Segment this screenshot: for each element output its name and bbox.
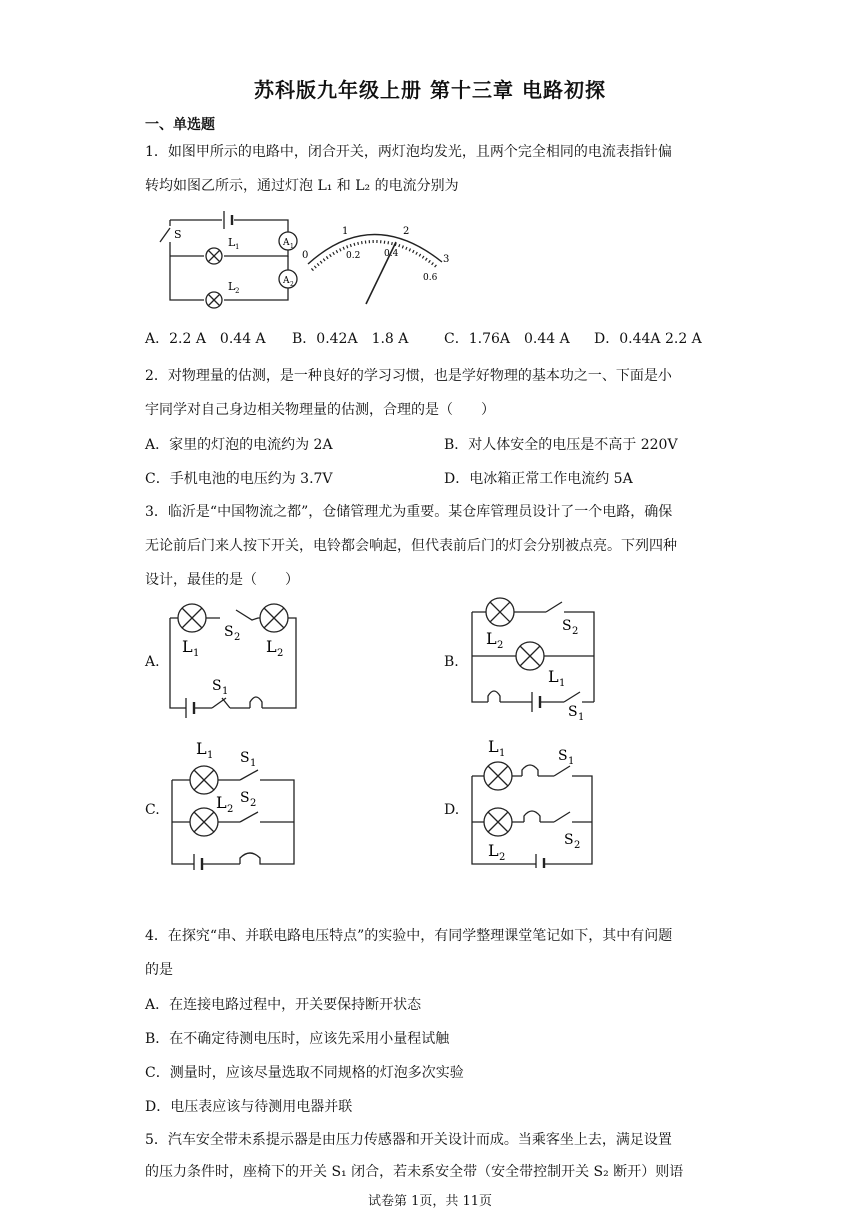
svg-text:2: 2 bbox=[497, 640, 504, 651]
switch-s-blade bbox=[160, 228, 170, 242]
q3-stem-line1: 3．临沂是“中国物流之都”，仓储管理尤为重要。某仓库管理员设计了一个电路，确保 bbox=[145, 504, 673, 520]
page-footer: 试卷第 1页，共 11页 bbox=[367, 1194, 493, 1209]
svg-text:2: 2 bbox=[250, 798, 257, 809]
svg-text:L: L bbox=[228, 280, 236, 293]
ammeter-dial bbox=[302, 226, 449, 304]
svg-text:1: 1 bbox=[250, 758, 257, 769]
svg-text:L: L bbox=[488, 737, 499, 756]
svg-text:S: S bbox=[562, 618, 572, 634]
svg-text:S: S bbox=[224, 624, 234, 640]
svg-text:1: 1 bbox=[193, 648, 200, 659]
svg-text:2: 2 bbox=[227, 804, 234, 815]
svg-text:S: S bbox=[568, 704, 578, 720]
svg-text:0.4: 0.4 bbox=[384, 249, 399, 259]
svg-text:L: L bbox=[486, 629, 497, 648]
q3-circuit-d bbox=[466, 736, 606, 868]
q1-figure bbox=[140, 200, 470, 318]
svg-text:1: 1 bbox=[207, 750, 214, 761]
q3-stem-line3: 设计，最佳的是（ ） bbox=[145, 572, 299, 588]
svg-text:1: 1 bbox=[290, 243, 294, 250]
q4-option-c: C．测量时，应该尽量选取不同规格的灯泡多次实验 bbox=[145, 1065, 464, 1081]
svg-text:S: S bbox=[240, 750, 250, 766]
bell-icon bbox=[250, 697, 262, 708]
q5-stem-line2: 的压力条件时，座椅下的开关 S₁ 闭合，若未系安全带（安全带控制开关 S₂ 断开）则语 bbox=[145, 1164, 684, 1180]
svg-text:2: 2 bbox=[574, 840, 581, 851]
svg-text:1: 1 bbox=[499, 748, 506, 759]
page-title: 苏科版九年级上册 第十三章 电路初探 bbox=[254, 78, 606, 102]
svg-text:L: L bbox=[548, 667, 559, 686]
svg-text:2: 2 bbox=[403, 226, 410, 237]
q4-option-b: B．在不确定待测电压时，应该先采用小量程试触 bbox=[145, 1031, 450, 1047]
svg-text:S: S bbox=[558, 748, 568, 764]
bell-icon bbox=[488, 691, 500, 702]
svg-text:2: 2 bbox=[499, 852, 506, 863]
q2-option-b: B．对人体安全的电压是不高于 220V bbox=[444, 437, 678, 453]
q3-circuit-a bbox=[164, 598, 304, 720]
svg-text:2: 2 bbox=[277, 648, 284, 659]
svg-text:S: S bbox=[564, 832, 574, 848]
q3-option-d: D. bbox=[444, 802, 460, 818]
svg-text:1: 1 bbox=[578, 712, 585, 723]
q4-stem-line1: 4．在探究“串、并联电路电压特点”的实验中，有同学整理课堂笔记如下，其中有问题 bbox=[145, 928, 673, 944]
q5-stem-line1: 5．汽车安全带未系提示器是由压力传感器和开关设计而成。当乘客坐上去，满足设置 bbox=[145, 1132, 672, 1148]
svg-text:A: A bbox=[283, 276, 290, 286]
q1-stem-line1: 1．如图甲所示的电路中，闭合开关，两灯泡均发光，且两个完全相同的电流表指针偏 bbox=[145, 144, 672, 160]
section-heading: 一、单选题 bbox=[145, 117, 215, 133]
q2-stem-line1: 2．对物理量的估测，是一种良好的学习习惯，也是学好物理的基本功之一、下面是小 bbox=[145, 368, 672, 384]
q1-option-d: D．0.44A 2.2 A bbox=[594, 331, 702, 347]
q3-circuit-b bbox=[466, 592, 606, 724]
svg-text:0: 0 bbox=[302, 250, 309, 261]
svg-text:0.6: 0.6 bbox=[423, 273, 438, 283]
svg-text:2: 2 bbox=[235, 287, 240, 295]
svg-text:L: L bbox=[216, 793, 227, 812]
switch-s1-blade bbox=[212, 698, 226, 708]
svg-text:1: 1 bbox=[342, 226, 349, 237]
svg-text:S: S bbox=[212, 678, 222, 694]
svg-text:1: 1 bbox=[568, 756, 575, 767]
svg-text:0.2: 0.2 bbox=[346, 251, 361, 261]
svg-text:2: 2 bbox=[572, 626, 579, 637]
svg-text:1: 1 bbox=[235, 243, 240, 251]
q3-option-c: C. bbox=[145, 802, 160, 818]
svg-text:L: L bbox=[228, 236, 236, 249]
q3-option-b: B. bbox=[444, 654, 459, 670]
svg-text:3: 3 bbox=[443, 254, 450, 265]
switch-s-label: S bbox=[174, 228, 182, 241]
svg-text:2: 2 bbox=[234, 632, 241, 643]
svg-text:A: A bbox=[283, 238, 290, 248]
q1-stem-line2: 转均如图乙所示，通过灯泡 L₁ 和 L₂ 的电流分别为 bbox=[145, 178, 459, 194]
circuit-jia bbox=[160, 211, 297, 308]
q1-option-c: C．1.76A 0.44 A bbox=[444, 331, 570, 347]
svg-text:L: L bbox=[266, 637, 277, 656]
q2-option-c: C．手机电池的电压约为 3.7V bbox=[145, 471, 333, 487]
q1-option-b: B．0.42A 1.8 A bbox=[292, 331, 409, 347]
svg-text:1: 1 bbox=[559, 678, 566, 689]
bell-icon bbox=[202, 853, 262, 864]
svg-text:L: L bbox=[488, 841, 499, 860]
svg-text:1: 1 bbox=[222, 686, 229, 697]
q3-circuit-c bbox=[166, 738, 306, 870]
q2-option-d: D．电冰箱正常工作电流约 5A bbox=[444, 471, 633, 487]
q2-stem-line2: 宇同学对自己身边相关物理量的估测，合理的是（ ） bbox=[145, 402, 495, 418]
q3-stem-line2: 无论前后门来人按下开关，电铃都会响起，但代表前后门的灯会分别被点亮。下列四种 bbox=[145, 538, 677, 554]
svg-text:L: L bbox=[182, 637, 193, 656]
svg-text:2: 2 bbox=[290, 281, 294, 288]
svg-text:L: L bbox=[196, 739, 207, 758]
q4-option-a: A．在连接电路过程中，开关要保持断开状态 bbox=[145, 997, 422, 1013]
svg-text:S: S bbox=[240, 790, 250, 806]
q4-stem-line2: 的是 bbox=[145, 962, 173, 978]
q4-option-d: D．电压表应该与待测用电器并联 bbox=[145, 1099, 353, 1115]
q2-option-a: A．家里的灯泡的电流约为 2A bbox=[145, 437, 333, 453]
q1-option-a: A．2.2 A 0.44 A bbox=[145, 331, 266, 347]
q3-option-a: A. bbox=[145, 654, 160, 670]
